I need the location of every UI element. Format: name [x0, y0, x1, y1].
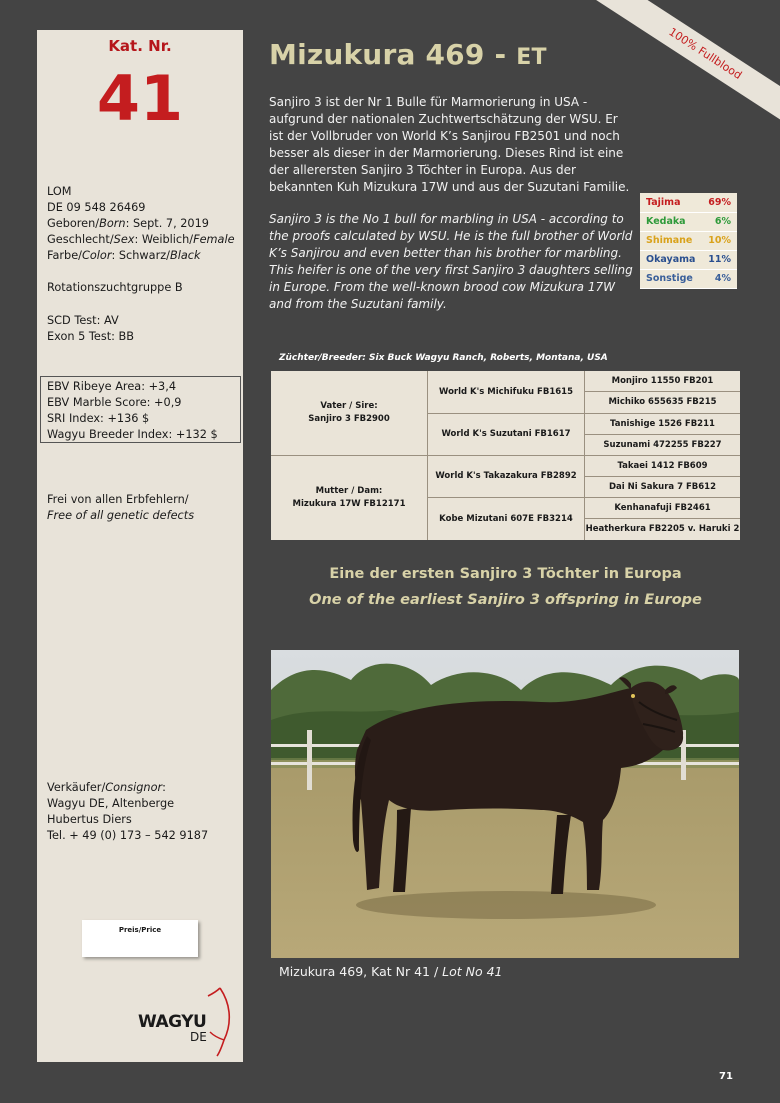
pedigree-ggp: Monjiro 11550 FB201 — [585, 371, 740, 392]
description-de: Sanjiro 3 ist der Nr 1 Bulle für Marmorierung in USA - aufgrund der nationalen Zuchtwertschätzung der WSU. Er ist der Vollbruder von World K’s Sanjirou FB2501 und noch besser als dieser in der Marmorierung. Dieses Rind ist eine der allerersten Sanjiro 3 Töchter in Europa. Aus der bekannten Kuh Mizukura 17W und aus der Suzutani Familie. — [269, 95, 630, 194]
born-line: Geboren/Born: Sept. 7, 2019 — [47, 217, 209, 230]
sri-index: SRI Index: +136 $ — [47, 412, 150, 425]
breed-percent: 4% — [702, 269, 737, 288]
breed-percent: 69% — [702, 193, 737, 212]
breed-row — [640, 269, 737, 288]
headline-en: One of the earliest Sanjiro 3 offspring in Europe — [309, 592, 702, 608]
ebv-box — [40, 376, 241, 443]
logo-text: WAGYU — [138, 1012, 207, 1032]
breed-percent: 11% — [702, 250, 737, 269]
lot-number: 41 — [96, 62, 184, 135]
breeder-line: Züchter/Breeder: Six Buck Wagyu Ranch, Roberts, Montana, USA — [279, 353, 608, 363]
heifer-photo-illustration — [271, 650, 739, 958]
description-en: Sanjiro 3 is the No 1 bull for marbling in USA - according to the proofs calculated by WSU. He is the full brother of World K’s Sanjirou and even better than his brother for marbling. This heifer is one of the very first Sanjiro 3 daughters selling in Europe. From the well-known brood cow Mizukura 17W and from the Suzutani family. — [269, 212, 633, 311]
lot-label: Kat. Nr. — [108, 37, 172, 55]
pedigree-ggp: Kenhanafuji FB2461 — [585, 498, 740, 519]
headline-de: Eine der ersten Sanjiro 3 Töchter in Europa — [329, 566, 682, 582]
page-number: 71 — [719, 1071, 733, 1082]
pedigree-sire-dam: World K's Suzutani FB1617 — [428, 414, 585, 456]
info-panel — [37, 30, 243, 1062]
pedigree-dam-sire: World K's Takazakura FB2892 — [428, 456, 585, 498]
pedigree-ggp: Suzunami 472255 FB227 — [585, 435, 740, 456]
breeding-group: Rotationszuchtgruppe B — [47, 281, 183, 294]
consignor-name: Wagyu DE, Altenberge — [47, 797, 175, 810]
breed-name: Shimane — [640, 231, 702, 250]
ebv-ribeye: EBV Ribeye Area: +3,4 — [47, 380, 177, 393]
breed-name: Sonstige — [640, 269, 702, 288]
breeder-index: Wagyu Breeder Index: +132 $ — [47, 428, 218, 441]
pedigree-dam-dam: Kobe Mizutani 607E FB3214 — [428, 498, 585, 540]
breed-percent: 6% — [702, 212, 737, 231]
breed-name: Kedaka — [640, 212, 702, 231]
exon-test: Exon 5 Test: BB — [47, 330, 135, 343]
logo-sub: DE — [190, 1030, 207, 1044]
breed-percent: 10% — [702, 231, 737, 250]
breed-row — [640, 231, 737, 250]
breed-name: Tajima — [640, 193, 702, 212]
consignor-block — [47, 780, 208, 844]
registry-line: LOM — [47, 185, 72, 198]
ebv-marble: EBV Marble Score: +0,9 — [47, 396, 182, 409]
defects-note: Frei von allen Erbfehlern/ Free of all genetic defects — [47, 493, 195, 522]
pedigree-ggp: Takaei 1412 FB609 — [585, 456, 740, 477]
photo-caption: Mizukura 469, Kat Nr 41 / Lot No 41 — [279, 964, 503, 979]
scd-test: SCD Test: AV — [47, 314, 119, 327]
consignor-phone: Tel. + 49 (0) 173 – 542 9187 — [47, 829, 209, 842]
breed-row — [640, 193, 737, 212]
pedigree-ggp: Heatherkura FB2205 v. Haruki 2 — [585, 524, 740, 534]
breed-row — [640, 212, 737, 231]
pedigree-sire: Vater / Sire: Sanjiro 3 FB2900 — [271, 371, 428, 456]
price-box: Preis/Price — [82, 920, 198, 957]
pedigree-ggp: Michiko 655635 FB215 — [585, 392, 740, 414]
wagyu-de-logo — [132, 982, 242, 1062]
breed-name: Okayama — [640, 250, 702, 269]
pedigree-ggp: Tanishige 1526 FB211 — [585, 414, 740, 435]
pedigree-table — [271, 371, 740, 540]
animal-title: Mizukura 469 - ET — [269, 38, 547, 71]
animal-details — [47, 184, 235, 264]
consignor-label: Verkäufer/Consignor: — [47, 781, 166, 794]
color-line: Farbe/Color: Schwarz/Black — [47, 249, 201, 262]
cattle-photo — [271, 650, 739, 958]
fullblood-ribbon: 100% Fullblood — [588, 0, 780, 137]
registration-number: DE 09 548 26469 — [47, 201, 146, 214]
pedigree-sire-sire: World K's Michifuku FB1615 — [428, 371, 585, 414]
consignor-person: Hubertus Diers — [47, 813, 132, 826]
breed-composition-table — [640, 193, 737, 289]
breed-row — [640, 250, 737, 269]
sex-line: Geschlecht/Sex: Weiblich/Female — [47, 233, 235, 246]
tests — [47, 313, 134, 345]
pedigree-ggp: Dai Ni Sakura 7 FB612 — [585, 477, 740, 498]
pedigree-dam: Mutter / Dam: Mizukura 17W FB12171 — [271, 456, 428, 540]
